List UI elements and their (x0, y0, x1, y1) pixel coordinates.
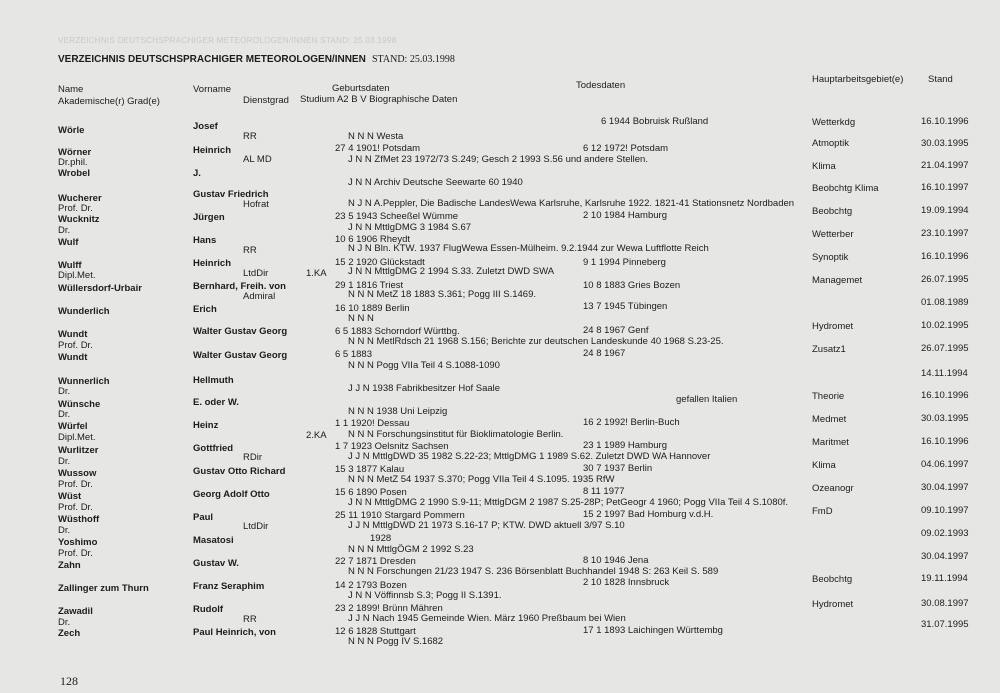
col-header-hauptarbeitsgebiet: Hauptarbeitsgebiet(e) (812, 74, 904, 85)
row-name: Wundt (58, 352, 88, 363)
row-name: Wunnerlich (58, 376, 110, 387)
col-header-name: Name (58, 84, 84, 95)
row-dienstgrad: RR (243, 245, 257, 256)
row-geburt: 10 6 1906 Rheydt (335, 234, 411, 245)
row-stand: 09.02.1993 (921, 528, 969, 539)
row-vorname: E. oder W. (193, 397, 239, 408)
row-grad: Dipl.Met. (58, 270, 96, 281)
row-tod: 6 12 1972! Potsdam (583, 143, 669, 154)
row-stand: 30.03.1995 (921, 413, 969, 424)
row-bio: J N N MttlgDMG 2 1990 S.9-11; MttlgDGM 2 1987 S.25-28P; PetGeogr 4 1960; Pogg VIIa Teil 4 S.1080f. (348, 497, 789, 508)
row-tod: 30 7 1937 Berlin (583, 463, 653, 474)
row-stand: 04.06.1997 (921, 459, 969, 470)
row-vorname: Paul (193, 512, 214, 523)
row-vorname: Masatosi (193, 535, 234, 546)
row-bio: N N N Forschungsinstitut für Bioklimatologie Berlin. (348, 429, 564, 440)
row-stand: 10.02.1995 (921, 320, 969, 331)
row-geburt: 14 2 1793 Bozen (335, 580, 407, 591)
row-geburt: 23 5 1943 Scheeßel Wümme (335, 211, 459, 222)
row-vorname: Erich (193, 304, 217, 315)
row-stand: 30.04.1997 (921, 551, 969, 562)
row-dienstgrad: Admiral (243, 291, 276, 302)
row-name: Wörner (58, 147, 92, 158)
row-grad: Dr. (58, 525, 71, 536)
col-header-vorname: Vorname (193, 84, 232, 95)
row-name: Zallinger zum Thurn (58, 583, 149, 594)
row-tod: 8 11 1977 (583, 486, 625, 497)
row-vorname: Hellmuth (193, 375, 234, 386)
row-bio: J J N MttlgDWD 21 1973 S.16-17 P; KTW. DWD aktuell 3/97 S.10 (348, 520, 625, 531)
page-number: 128 (60, 674, 78, 688)
row-geburt: 1928 (370, 533, 392, 544)
row-name: Wüllersdorf-Urbair (58, 283, 142, 294)
row-bio: N N N Pogg VIIa Teil 4 S.1088-1090 (348, 360, 500, 371)
row-name: Wunderlich (58, 306, 110, 317)
row-geburt: 15 2 1920 Glückstadt (335, 257, 425, 268)
row-vorname: Bernhard, Freih. von (193, 281, 286, 292)
col-header-studium: Studium A2 B V Biographische Daten (300, 94, 458, 105)
row-vorname: Walter Gustav Georg (193, 326, 288, 337)
row-name: Zech (58, 628, 81, 639)
row-tod: 9 1 1994 Pinneberg (583, 257, 666, 268)
row-gebiet: Zusatz1 (812, 344, 846, 355)
row-dienstgrad: RR (243, 131, 257, 142)
row-dienstgrad: Hofrat (243, 199, 269, 210)
row-grad: Prof. Dr. (58, 203, 93, 214)
row-vorname: Walter Gustav Georg (193, 350, 288, 361)
row-name: Wüst (58, 491, 82, 502)
col-header-geburtsdaten: Geburtsdaten (332, 83, 390, 94)
document-stand: STAND: 25.03.1998 (372, 54, 455, 65)
row-gebiet: Wetterkdg (812, 117, 856, 128)
row-stand: 19.09.1994 (921, 205, 969, 216)
row-tod: 8 10 1946 Jena (583, 555, 649, 566)
row-stand: 14.11.1994 (921, 368, 968, 379)
row-name: Wüsthoff (58, 514, 100, 525)
row-vorname: Georg Adolf Otto (193, 489, 270, 500)
row-gebiet: Synoptik (812, 252, 849, 263)
row-geburt: 6 5 1883 Schorndorf Württbg. (335, 326, 460, 337)
row-gebiet: Beobchtg (812, 206, 853, 217)
row-vorname: Gottfried (193, 443, 234, 454)
row-tod: 16 2 1992! Berlin-Buch (583, 417, 680, 428)
row-geburt: 1 7 1923 Oelsnitz Sachsen (335, 441, 449, 452)
row-dienstgrad: RR (243, 614, 257, 625)
row-bio: J N N MttlgDMG 3 1984 S.67 (348, 222, 472, 233)
row-stand: 16.10.1996 (921, 116, 969, 127)
row-stand: 16.10.1996 (921, 251, 969, 262)
row-geburt: 25 11 1910 Stargard Pommern (335, 510, 465, 521)
row-name: Wucknitz (58, 214, 100, 225)
row-name: Wundt (58, 329, 88, 340)
row-gebiet: Ozeanogr (812, 483, 854, 494)
row-dienstgrad: LtdDir (243, 521, 269, 532)
row-geburt: 1 1 1920! Dessau (335, 418, 410, 429)
row-bio: N N N Forschungen 21/23 1947 S. 236 Börsenblatt Buchhandel 1948 S: 263 Keil S. 589 (348, 566, 719, 577)
row-name: Wulff (58, 260, 82, 271)
row-stand: 23.10.1997 (921, 228, 969, 239)
row-vorname: Gustav Friedrich (193, 189, 269, 200)
row-name: Wussow (58, 468, 97, 479)
row-stand: 26.07.1995 (921, 274, 969, 285)
row-gebiet: Wetterber (812, 229, 854, 240)
row-bio: J J N MttlgDWD 35 1982 S.22-23; MttlgDMG 1 1989 S.62. Zuletzt DWD WA Hannover (348, 451, 711, 462)
row-tod: 23 1 1989 Hamburg (583, 440, 667, 451)
row-vorname: Gustav Otto Richard (193, 466, 286, 477)
row-stand: 09.10.1997 (921, 505, 969, 516)
row-tod: 6 1944 Bobruisk Rußland (601, 116, 709, 127)
row-tod: 2 10 1828 Innsbruck (583, 577, 670, 588)
row-geburt: 6 5 1883 (335, 349, 372, 360)
row-geburt: 27 4 1901! Potsdam (335, 143, 421, 154)
row-name: Zawadil (58, 606, 93, 617)
row-gebiet: Beobchtg Klima (812, 183, 879, 194)
row-name: Zahn (58, 560, 81, 571)
row-geburt: 15 3 1877 Kalau (335, 464, 405, 475)
row-bio: J N N Archiv Deutsche Seewarte 60 1940 (348, 177, 523, 188)
row-tod: gefallen Italien (676, 394, 738, 405)
row-bio: J N N ZfMet 23 1972/73 S.249; Gesch 2 1993 S.56 und andere Stellen. (348, 154, 648, 165)
col-header-dienstgrad: Dienstgrad (243, 95, 289, 106)
row-stand: 16.10.1996 (921, 436, 969, 447)
row-gebiet: Atmoptik (812, 138, 849, 149)
row-stand: 30.04.1997 (921, 482, 969, 493)
row-tod: 24 8 1967 Genf (583, 325, 649, 336)
row-name: Wucherer (58, 193, 102, 204)
row-bio: N J N Bln. KTW. 1937 FlugWewa Essen-Mülheim. 9.2.1944 zur Wewa Luftflotte Reich (348, 243, 709, 254)
row-gebiet: Hydromet (812, 599, 854, 610)
row-vorname: Franz Seraphim (193, 581, 265, 592)
row-vorname: Josef (193, 121, 218, 132)
row-grad: Dipl.Met. (58, 432, 96, 443)
document-title: VERZEICHNIS DEUTSCHSPRACHIGER METEOROLOGEN/INNEN (58, 54, 366, 65)
row-bio: N N N Pogg IV S.1682 (348, 636, 444, 647)
row-vorname: Gustav W. (193, 558, 239, 569)
row-bio: N N N (348, 313, 374, 324)
row-grad: Dr. (58, 617, 71, 628)
row-name: Wörle (58, 125, 85, 136)
row-stand: 16.10.1996 (921, 390, 969, 401)
row-gebiet: Theorie (812, 391, 845, 402)
row-grad: Dr.phil. (58, 157, 88, 168)
row-grad: Dr. (58, 225, 71, 236)
row-tod: 17 1 1893 Laichingen Württembg (583, 625, 723, 636)
row-stand: 19.11.1994 (921, 573, 968, 584)
row-stand: 26.07.1995 (921, 343, 969, 354)
row-stand: 31.07.1995 (921, 619, 969, 630)
row-grad: Dr. (58, 456, 71, 467)
row-stand: 30.08.1997 (921, 598, 969, 609)
row-bio: J J N 1938 Fabrikbesitzer Hof Saale (348, 383, 501, 394)
row-geburt: 22 7 1871 Dresden (335, 556, 416, 567)
row-name: Würfel (58, 421, 88, 432)
row-grad: Prof. Dr. (58, 479, 93, 490)
row-vorname: Paul Heinrich, von (193, 627, 276, 638)
row-stand: 16.10.1997 (921, 182, 969, 193)
row-vorname: Jürgen (193, 212, 225, 223)
row-dienstgrad: LtdDir (243, 268, 269, 279)
row-gebiet: Klima (812, 161, 836, 172)
row-bio: N N N MetlRdsch 21 1968 S.156; Berichte zur deutschen Landeskunde 40 1968 S.23-25. (348, 336, 724, 347)
row-vorname: Heinz (193, 420, 219, 431)
row-geburt: 12 6 1828 Stuttgart (335, 626, 416, 637)
row-geburt: 16 10 1889 Berlin (335, 303, 410, 314)
row-gebiet: Medmet (812, 414, 847, 425)
row-vorname: Rudolf (193, 604, 224, 615)
row-tod: 2 10 1984 Hamburg (583, 210, 667, 221)
row-bio: N N N 1938 Uni Leipzig (348, 406, 448, 417)
row-name: Yoshimo (58, 537, 98, 548)
row-stand: 21.04.1997 (921, 160, 969, 171)
row-bio: N N N Westa (348, 131, 404, 142)
row-stand: 30.03.1995 (921, 138, 969, 149)
row-vorname: Hans (193, 235, 217, 246)
row-gebiet: Klima (812, 460, 836, 471)
row-grad: Dr. (58, 386, 71, 397)
row-bio: N N N MttlgÖGM 2 1992 S.23 (348, 544, 474, 555)
row-tod: 24 8 1967 (583, 348, 626, 359)
ghost-header-text: VERZEICHNIS DEUTSCHSPRACHIGER METEOROLOGEN/INNEN STAND: 25.03.1998 (58, 36, 397, 45)
row-tod: 15 2 1997 Bad Homburg v.d.H. (583, 509, 714, 520)
row-bio: N J N A.Peppler, Die Badische LandesWewa Karlsruhe, Karlsruhe 1922. 1821-41 Stationsnetz Nordbaden (348, 198, 795, 209)
row-tod: 10 8 1883 Gries Bozen (583, 280, 681, 291)
row-gebiet: Beobchtg (812, 574, 853, 585)
row-geburt: 29 1 1816 Triest (335, 280, 404, 291)
row-name: Wurlitzer (58, 445, 99, 456)
row-bio: J N N MttlgDMG 2 1994 S.33. Zuletzt DWD SWA (348, 266, 555, 277)
row-bio: N N N MetZ 54 1937 S.370; Pogg VIIa Teil 4 S.1095. 1935 RfW (348, 474, 615, 485)
row-studium: 2.KA (306, 430, 327, 441)
row-bio: J N N Vöffinnsb S.3; Pogg II S.1391. (348, 590, 502, 601)
row-grad: Prof. Dr. (58, 340, 93, 351)
row-name: Wulf (58, 237, 79, 248)
row-vorname: J. (193, 168, 201, 179)
row-vorname: Heinrich (193, 145, 232, 156)
row-name: Wrobel (58, 168, 91, 179)
row-grad: Dr. (58, 409, 71, 420)
row-dienstgrad: RDir (243, 452, 262, 463)
row-gebiet: FmD (812, 506, 833, 517)
row-grad: Prof. Dr. (58, 502, 93, 513)
row-name: Wünsche (58, 399, 101, 410)
row-tod: 13 7 1945 Tübingen (583, 301, 668, 312)
row-bio: N N N MetZ 18 1883 S.361; Pogg III S.1469. (348, 289, 536, 300)
col-header-stand: Stand (928, 74, 953, 85)
row-dienstgrad: AL MD (243, 154, 272, 165)
row-gebiet: Maritmet (812, 437, 849, 448)
row-studium: 1.KA (306, 268, 327, 279)
row-grad: Prof. Dr. (58, 548, 93, 559)
row-geburt: 15 6 1890 Posen (335, 487, 407, 498)
row-gebiet: Managemet (812, 275, 863, 286)
col-header-grad: Akademische(r) Grad(e) (58, 96, 160, 107)
col-header-todesdaten: Todesdaten (576, 80, 626, 91)
row-stand: 01.08.1989 (921, 297, 969, 308)
row-bio: J J N Nach 1945 Gemeinde Wien. März 1960 Preßbaum bei Wien (348, 613, 626, 624)
row-gebiet: Hydromet (812, 321, 854, 332)
row-geburt: 23 2 1899! Brünn Mähren (335, 603, 443, 614)
row-vorname: Heinrich (193, 258, 232, 269)
